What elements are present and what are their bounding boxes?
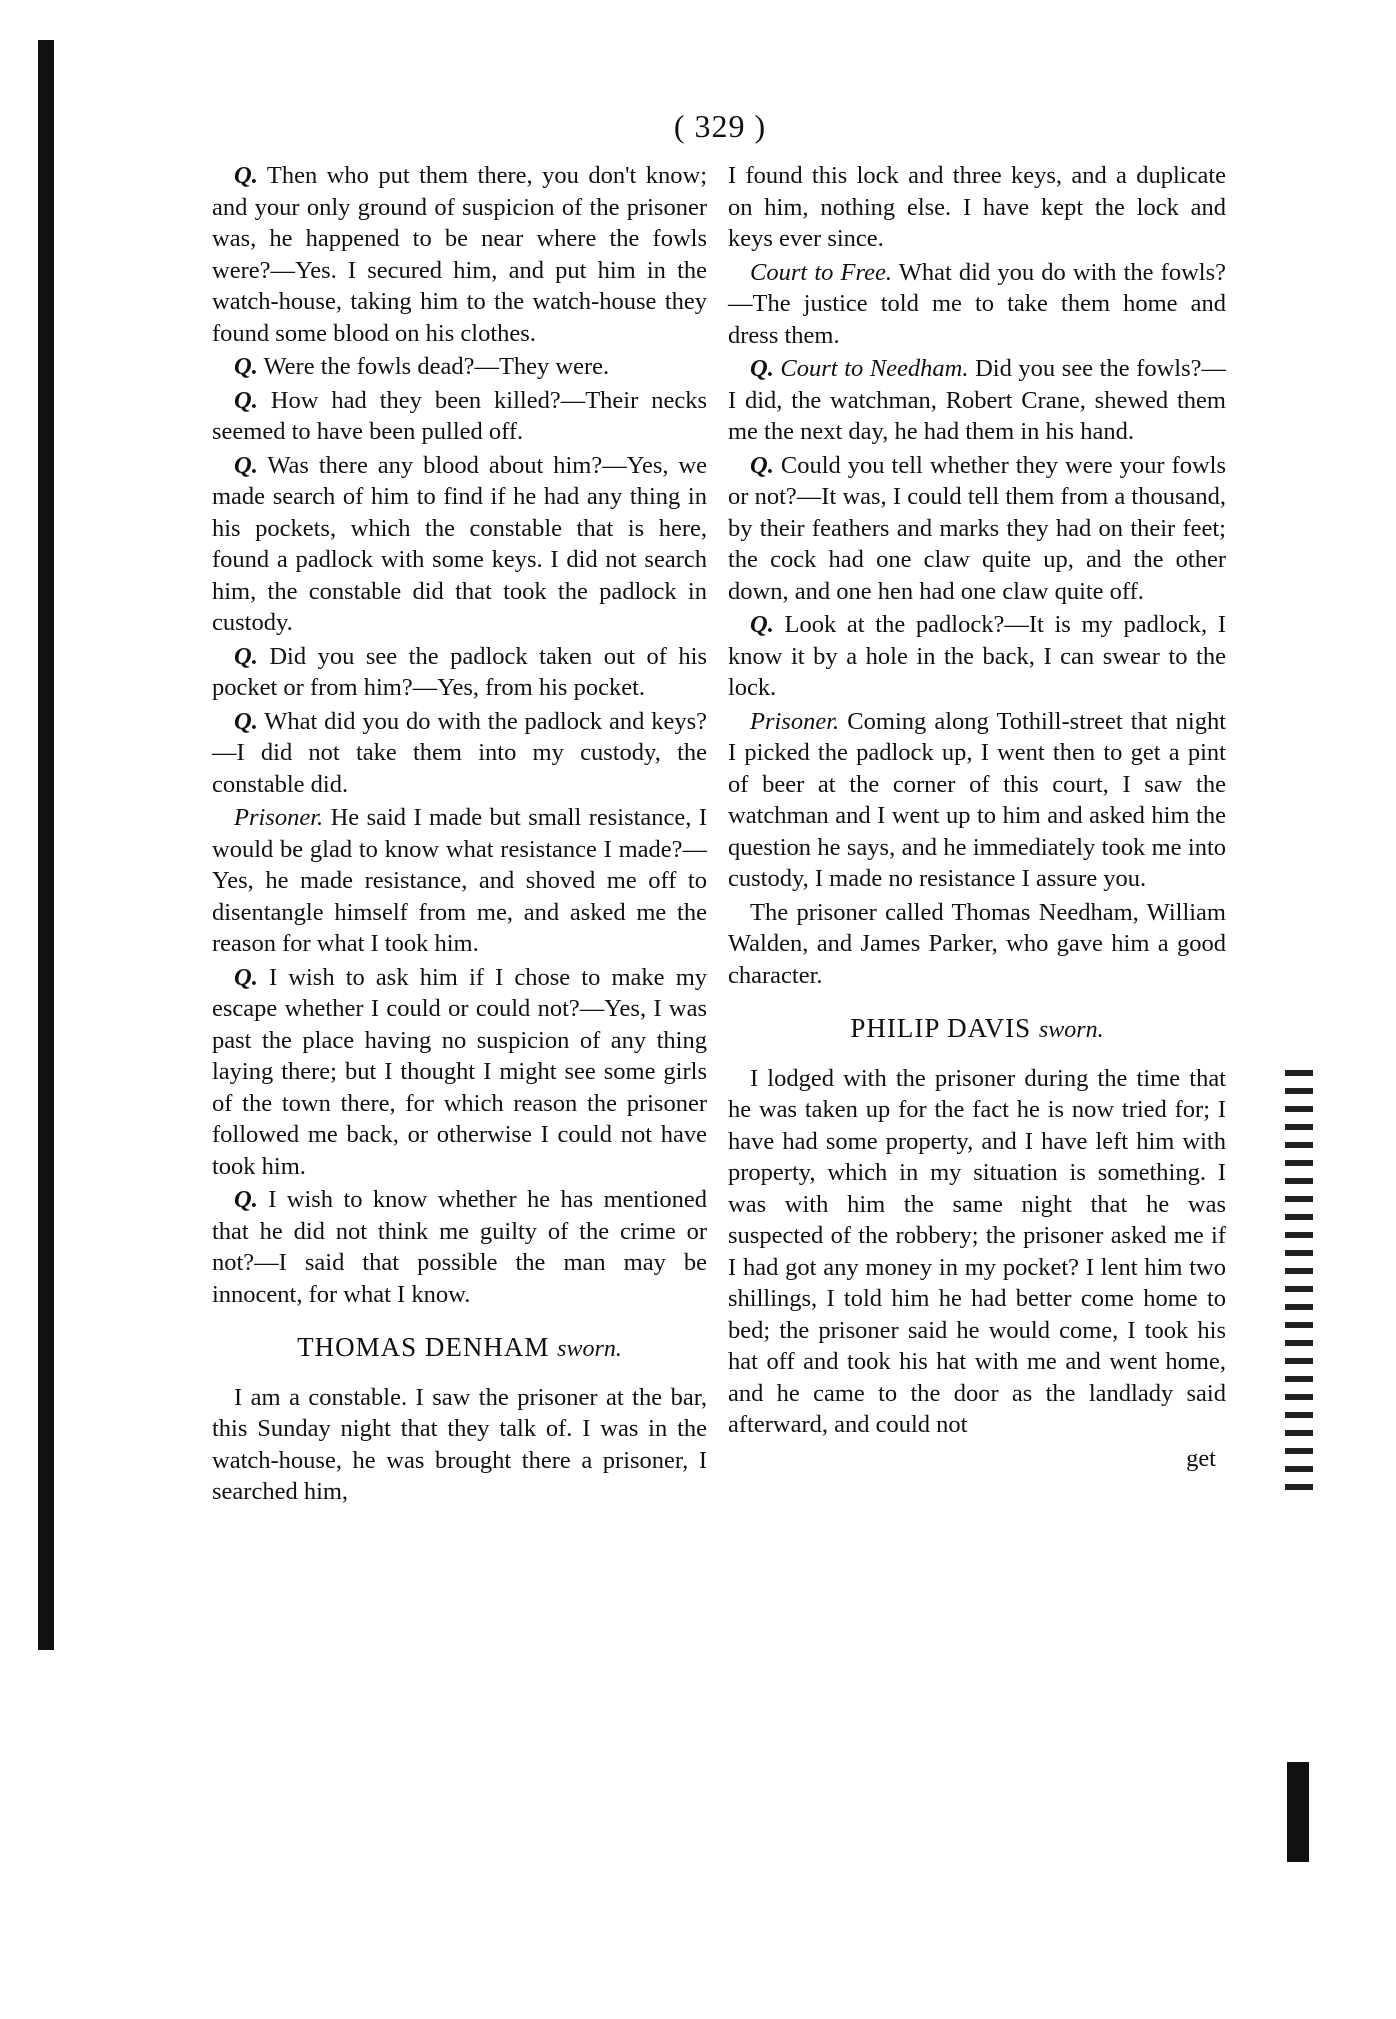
paragraph: Prisoner. Coming along Tothill-street that night I picked the padlock up, I went then to get a pint of beer at the corner of this court, I saw the watchman and I went up to him and asked him the question he says, and he immediately took me into custody, I made no resistance I assure you. xyxy=(728,707,1227,892)
paragraph: Q. Then who put them there, you don't know; and your only ground of suspicion of the prisoner was, he happened to be near where the fowls were?—Yes. I secured him, and put him in the watch-house, taking him to the watch-house they found some blood on his clothes. xyxy=(212,162,708,347)
binding-shadow xyxy=(38,40,54,1650)
paragraph: The prisoner called Thomas Needham, William Walden, and James Parker, who gave him a good character. xyxy=(728,898,1226,989)
paragraph: I am a constable. I saw the prisoner at the bar, this Sunday night that they talk of. I was in the watch-house, he was brought there a prisoner, I searched him, xyxy=(212,1383,707,1505)
paragraph: Q. What did you do with the padlock and keys?—I did not take them into my custody, the constable did. xyxy=(212,707,707,798)
paragraph: Q. Could you tell whether they were your fowls or not?—It was, I could tell them from a thousand, by their feathers and marks they had on their feet; the cock had one claw quite up, and the other down, and one hen had one claw quite off. xyxy=(728,451,1227,605)
page-number: ( 329 ) xyxy=(673,108,767,144)
witness-heading: THOMAS DENHAM sworn. xyxy=(297,1332,622,1362)
right-column xyxy=(728,160,1226,1476)
paragraph: Q. Did you see the padlock taken out of his pocket or from him?—Yes, from his pocket. xyxy=(212,642,708,701)
catchword: get xyxy=(1186,1444,1216,1472)
left-column xyxy=(212,160,707,1510)
speaker-label: Court to Needham. xyxy=(780,355,969,382)
speaker-label: Court to Free. xyxy=(750,258,892,286)
paragraph: Prisoner. He said I made but small resistance, I would be glad to know what resistance I made?—Yes, he made resistance, and shoved me off to disentangle himself from me, and asked me the reason for what I took him. xyxy=(212,804,707,957)
paragraph: Court to Free. What did you do with the fowls?—The justice told me to take them home and dress them. xyxy=(728,258,1226,349)
paragraph: Q. I wish to know whether he has mentioned that he did not think me guilty of the crime or not?—I said that possible the man may be innocent, for what I know. xyxy=(212,1186,707,1308)
witness-heading: PHILIP DAVIS sworn. xyxy=(850,1013,1104,1043)
speaker-label: Prisoner. xyxy=(234,804,324,831)
paragraph: Q. Were the fowls dead?—They were. xyxy=(234,353,610,380)
question-marker: Q. xyxy=(234,162,258,189)
paragraph: Q. How had they been killed?—Their necks seemed to have been pulled off. xyxy=(212,386,707,445)
page-edge-marks xyxy=(1285,1070,1313,1540)
page-edge-bar xyxy=(1287,1762,1309,1862)
paragraph: Q. I wish to ask him if I chose to make my escape whether I could or could not?—Yes, I was past the place having no suspicion of any thing laying there; but I thought I might see some girls of the town there, for which reason the prisoner followed me back, or otherwise I could not have took him. xyxy=(212,963,708,1180)
speaker-label: Prisoner. xyxy=(750,707,840,735)
paragraph: Q. Was there any blood about him?—Yes, we made search of him to find if he had any thing in his pockets, which the constable that is here, found a padlock with some keys. I did not search him, the constable did that took the padlock in custody. xyxy=(212,451,707,636)
paragraph: Q. Court to Needham. Did you see the fowls?—I did, the watchman, Robert Crane, shewed them me the next day, he had them in his hand. xyxy=(728,355,1226,445)
paragraph: I lodged with the prisoner during the time that he was taken up for the fact he is now tried for; I have had some property, and I have left him with property, which in my situation is something. I was with him the same night that he was suspected of the robbery; the prisoner asked me if I had got any money in my pocket? I lent him two shillings, I told him he had better come home to bed; the prisoner said he would come, I took his hat off and took his hat with me and went home, and he came to the door as the landlady said afterward, and could not xyxy=(728,1064,1226,1438)
paragraph: I found this lock and three keys, and a duplicate on him, nothing else. I have kept the lock and keys ever since. xyxy=(728,162,1226,252)
paragraph: Q. Look at the padlock?—It is my padlock, I know it by a hole in the back, I can swear to the lock. xyxy=(728,611,1226,701)
